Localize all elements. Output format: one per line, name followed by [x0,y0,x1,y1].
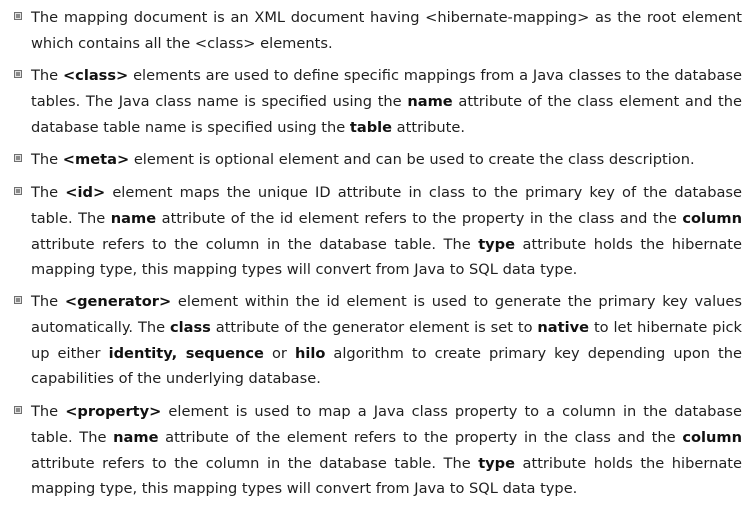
list-item-text [31,63,742,140]
text-run: attribute. [392,118,465,136]
bold-term: <class> [62,67,129,84]
bold-term: class [169,318,211,336]
text-run: element maps the unique ID attribute in class to the primary key of the database table. The [31,184,742,227]
bold-term: <property> [65,403,162,420]
text-run: attribute holds the hibernate mapping type, this mapping types will convert from Java to SQL data type. [31,454,742,498]
list-item-text [31,5,742,57]
text-run: to let hibernate pick up either [31,318,743,362]
text-run: algorithm to create primary key depending upon the capabilities of the underlying database. [31,344,742,388]
text-run: attribute of the id element refers to the property in the class and the [156,209,683,227]
square-bullet-icon [14,12,22,20]
text-run: element is used to map a Java class property to a column in the database table. The [31,403,742,446]
text-run: element is optional element and can be used to create the class description. [129,151,695,168]
bold-term: native [537,318,590,336]
text-run: attribute of the class element and the database table name is specified using the [31,92,742,136]
bold-term: column [682,209,742,227]
list-item-text [31,399,742,502]
list-item-text [31,147,742,173]
text-run: elements are used to define specific mappings from a Java classes to the database tables. The Java class name is specified using the [31,67,742,110]
text-run: attribute of the generator element is set to [210,318,538,336]
bold-term: identity, sequence [108,344,264,362]
bold-term: hilo [294,344,326,362]
bold-term: table [349,118,393,136]
text-run: attribute refers to the column in the database table. The [31,454,479,472]
square-bullet-icon [14,70,22,78]
text-run: The [31,403,66,420]
square-bullet-icon [14,187,22,195]
text-run: The [31,151,63,168]
bold-term: name [110,209,157,227]
bold-term: <id> [65,184,106,201]
text-run: attribute refers to the column in the database table. The [31,235,479,253]
square-bullet-icon [14,296,22,304]
text-run: The [31,184,66,201]
list-item-text [31,180,742,283]
bold-term: type [478,235,516,253]
text-run: The mapping document is an XML document having <hibernate-mapping> as the root element which contains all the <class> elements. [31,9,742,52]
bold-term: <generator> [64,293,172,310]
bold-term: type [478,454,516,472]
bold-term: name [407,92,453,110]
text-run: attribute holds the hibernate mapping type, this mapping types will convert from Java to SQL data type. [31,235,742,279]
bold-term: name [113,428,159,446]
list-item-text [31,289,742,392]
text-run: or [263,344,295,362]
text-run: element within the id element is used to generate the primary key values automatically. The [31,293,742,336]
square-bullet-icon [14,154,22,162]
bold-term: <meta> [62,151,130,168]
text-run: The [31,293,65,310]
bold-term: column [682,428,742,446]
text-run: The [31,67,63,84]
square-bullet-icon [14,406,22,414]
text-run: attribute of the element refers to the property in the class and the [158,428,683,446]
